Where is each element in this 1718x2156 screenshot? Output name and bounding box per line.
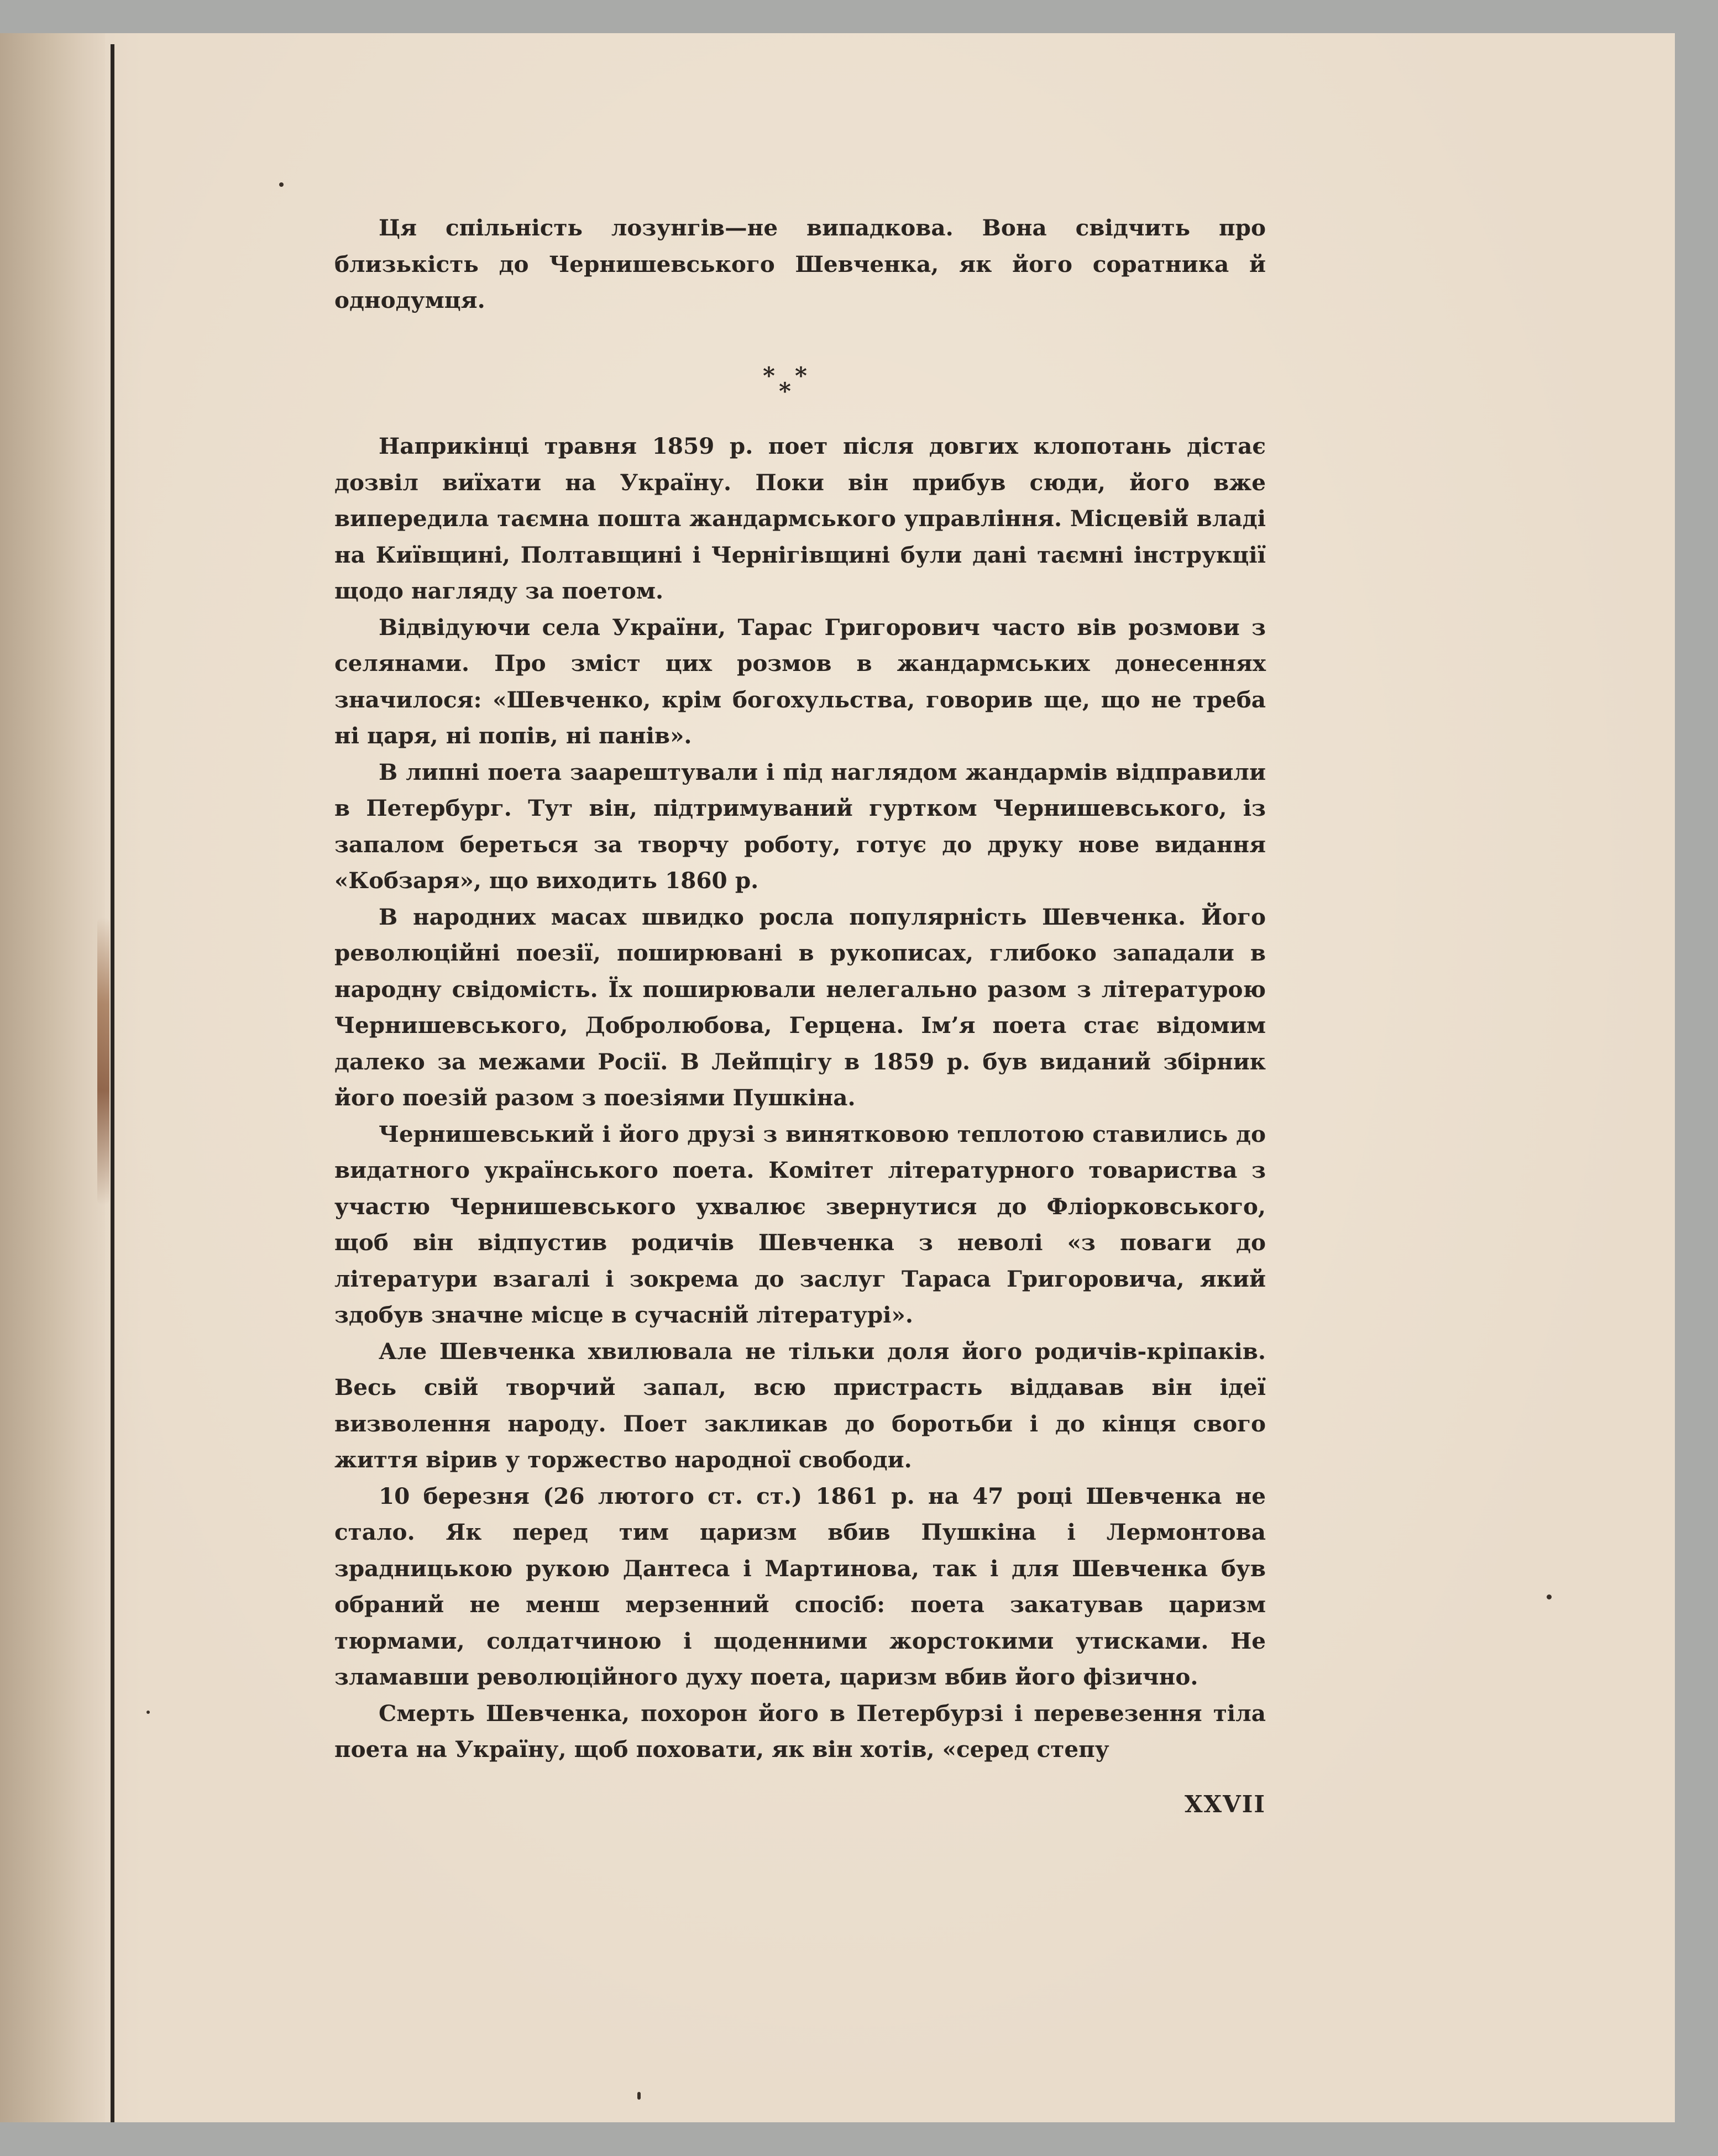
intro-paragraph: Ця спільність лозунгів—не випадкова. Вона свідчить про близькість до Чернишевського Шевченка, як його соратника й однодумця.	[334, 214, 1266, 313]
body-text	[334, 210, 1266, 319]
main-text	[334, 428, 1266, 1768]
rust-stain	[97, 917, 109, 1205]
paragraph: В народних масах швидко росла популярність Шевченка. Його революційні поезії, поширювані в рукописах, глибоко западали в народну свідомість. Їх поширювали нелегально разом з літературою Чернишевського, Добролюбова, Герцена. Ім’я поета стає відомим далеко за межами Росії. В Лейпцігу в 1859 р. був виданий збірник його поезій разом з поезіями Пушкіна.	[334, 903, 1266, 1111]
asterism-star: *	[795, 362, 807, 389]
speck	[637, 2092, 641, 2100]
speck	[279, 182, 284, 187]
speck	[1547, 1594, 1552, 1599]
paragraph: Смерть Шевченка, похорон його в Петербурзі і перевезення тіла поета на Україну, щоб поховати, як він хотів, «серед степу	[334, 1699, 1266, 1762]
paragraph: 10 березня (26 лютого ст. ст.) 1861 р. на 47 році Шевченка не стало. Як перед тим царизм вбив Пушкіна і Лермонтова зрадницькою рукою Дантеса і Мартинова, так і для Шевченка був обраний не менш мерзенний спосіб: поета закатував царизм тюрмами, солдатчиною і щоденними жорстокими утисками. Не зламавши революційного духу поета, царизм вбив його фізично.	[334, 1482, 1266, 1690]
section-divider-asterism	[763, 362, 818, 406]
paragraph: Чернишевський і його друзі з винятковою теплотою ставились до видатного українського поета. Комітет літературного товариства з участю Чернишевського ухвалює звернутися до Фліорковського, щоб він відпустив родичів Шевченка з неволі «з поваги до літератури взагалі і зокрема до заслуг Тараса Григоровича, який здобув значне місце в сучасній літературі».	[334, 1120, 1266, 1328]
paragraph: Наприкінці травня 1859 р. поет після довгих клопотань дістає дозвіл виїхати на Україну. Поки він прибув сюди, його вже випередила таємна пошта жандармського управління. Місцевій владі на Київщині, Полтавщині і Чернігівщині були дані таємні інструкції щодо нагляду за поетом.	[334, 433, 1266, 604]
binding-fold-line	[111, 44, 114, 2122]
paragraph: Відвідуючи села України, Тарас Григорович часто вів розмови з селянами. Про зміст цих розмов в жандармських донесеннях значилося: «Шевченко, крім богохульства, говорив ще, що не треба ні царя, ні попів, ні панів».	[334, 613, 1266, 749]
asterism-star: *	[779, 377, 791, 405]
paragraph: В липні поета заарештували і під наглядом жандармів відправили в Петербург. Тут він, підтримуваний гуртком Чернишевського, із запалом береться за творчу роботу, готує до друку нове видання «Кобзаря», що виходить 1860 р.	[334, 758, 1266, 894]
page-number: XXVII	[1184, 1791, 1266, 1818]
speck	[146, 1711, 150, 1714]
asterism-star: *	[763, 362, 775, 389]
page-gutter	[0, 33, 105, 2122]
paragraph: Але Шевченка хвилювала не тільки доля його родичів-кріпаків. Весь свій творчий запал, всю пристрасть віддавав він ідеї визволення народу. Поет закликав до боротьби і до кінця свого життя вірив у торжество народної свободи.	[334, 1337, 1266, 1473]
